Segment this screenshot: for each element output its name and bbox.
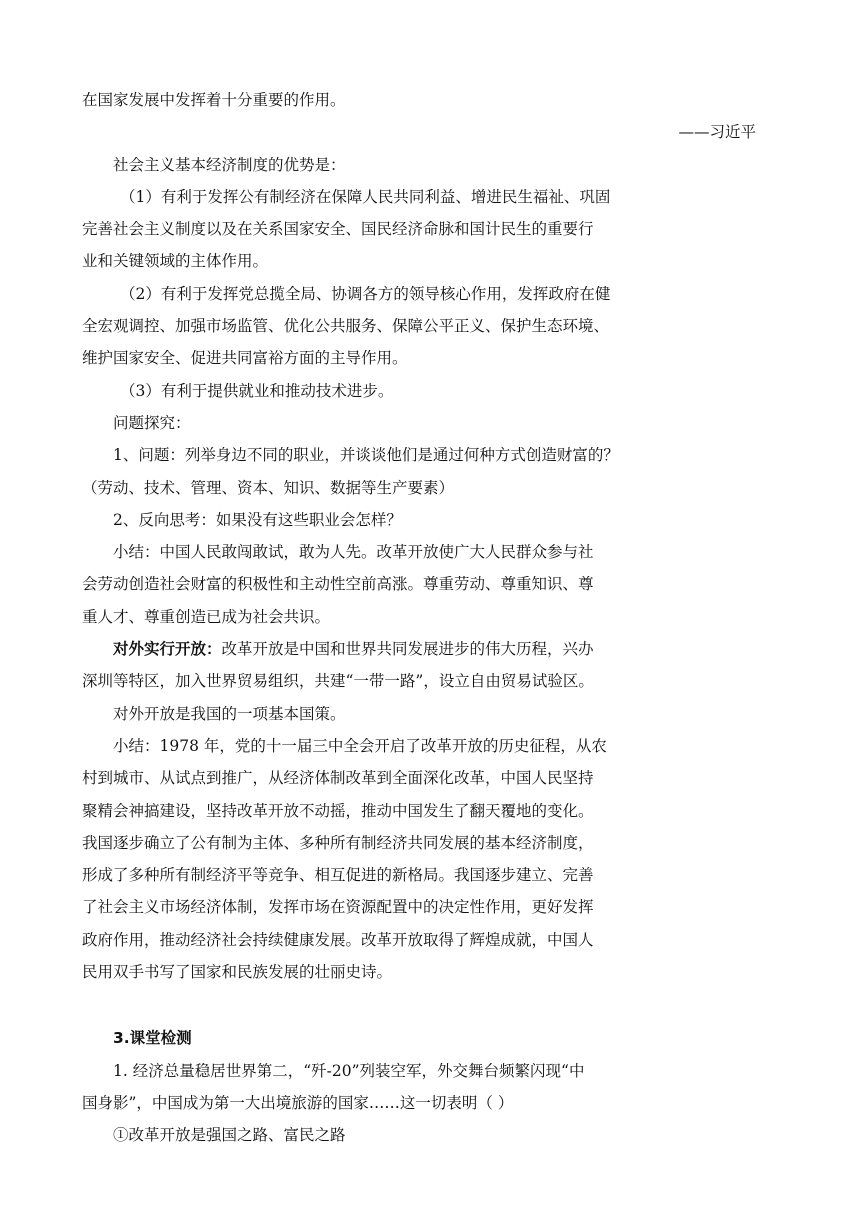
paragraph-line: 在国家发展中发挥着十分重要的作用。: [82, 91, 346, 109]
basic-policy-line: 对外开放是我国的一项基本国策。: [113, 704, 346, 723]
advantage-3-line: （3）有利于提供就业和推动技术进步。: [120, 381, 394, 400]
summary-2-line: 小结：1978 年，党的十一届三中全会开启了改革开放的历史征程，从农: [113, 736, 607, 755]
advantage-1-line: 完善社会主义制度以及在关系国家安全、国民经济命脉和国计民生的重要行: [82, 220, 594, 239]
section-heading: 3.课堂检测: [113, 1029, 192, 1048]
quote-attribution: ——习近平: [678, 123, 756, 142]
question-1-line: 1、问题：列举身边不同的职业，并谈谈他们是通过何种方式创造财富的？: [113, 446, 619, 465]
summary-1-line: 小结：中国人民敢闯敢试，敢为人先。改革开放使广大人民群众参与社: [113, 543, 594, 562]
section-spacer: [82, 988, 786, 1020]
summary-2-line: 了社会主义市场经济体制，发挥市场在资源配置中的决定性作用，更好发挥: [82, 898, 594, 917]
advantages-title: 社会主义基本经济制度的优势是：: [113, 155, 346, 174]
summary-2-line: 民用双手书写了国家和民族发展的壮丽史诗。: [82, 963, 393, 982]
test-option-1: ①改革开放是强国之路、富民之路: [113, 1126, 346, 1145]
question-1-line: （劳动、技术、管理、资本、知识、数据等生产要素）: [82, 478, 455, 497]
inquiry-title: 问题探究：: [113, 413, 191, 432]
test-question-1-line: 国身影”，中国成为第一大出境旅游的国家……这一切表明（ ）: [82, 1093, 514, 1112]
opening-up-text: 改革开放是中国和世界共同发展进步的伟大历程，兴办: [221, 640, 594, 659]
question-2-line: 2、反向思考：如果没有这些职业会怎样？: [113, 510, 402, 529]
opening-up-line: 深圳等特区，加入世界贸易组织，共建“一带一路”，设立自由贸易试验区。: [82, 672, 594, 691]
advantage-1-line: （1）有利于发挥公有制经济在保障人民共同利益、增进民生福祉、巩固: [120, 187, 611, 206]
opening-up-label: 对外实行开放：: [113, 639, 222, 659]
summary-2-line: 村到城市、从试点到推广，从经济体制改革到全面深化改革，中国人民坚持: [82, 769, 594, 788]
summary-1-line: 重人才、尊重创造已成为社会共识。: [82, 607, 331, 626]
summary-2-line: 形成了多种所有制经济平等竞争、相互促进的新格局。我国逐步建立、完善: [82, 866, 594, 885]
summary-2-line: 政府作用，推动经济社会持续健康发展。改革开放取得了辉煌成就，中国人: [82, 930, 594, 949]
advantage-2-line: 全宏观调控、加强市场监管、优化公共服务、保障公平正义、保护生态环境、: [82, 317, 610, 336]
opening-up-line: [82, 633, 786, 665]
summary-1-line: 会劳动创造社会财富的积极性和主动性空前高涨。尊重劳动、尊重知识、尊: [82, 575, 594, 594]
advantage-2-line: 维护国家安全、促进共同富裕方面的主导作用。: [82, 349, 408, 368]
advantage-2-line: （2）有利于发挥党总揽全局、协调各方的领导核心作用，发挥政府在健: [120, 284, 611, 303]
advantage-1-line: 业和关键领域的主体作用。: [82, 252, 269, 271]
summary-2-line: 我国逐步确立了公有制为主体、多种所有制经济共同发展的基本经济制度，: [82, 833, 594, 852]
summary-2-line: 聚精会神搞建设，坚持改革开放不动摇，推动中国发生了翻天覆地的变化。: [82, 801, 594, 820]
test-question-1-line: 1. 经济总量稳居世界第二，“歼-20”列装空军，外交舞台频繁闪现“中: [113, 1061, 585, 1080]
